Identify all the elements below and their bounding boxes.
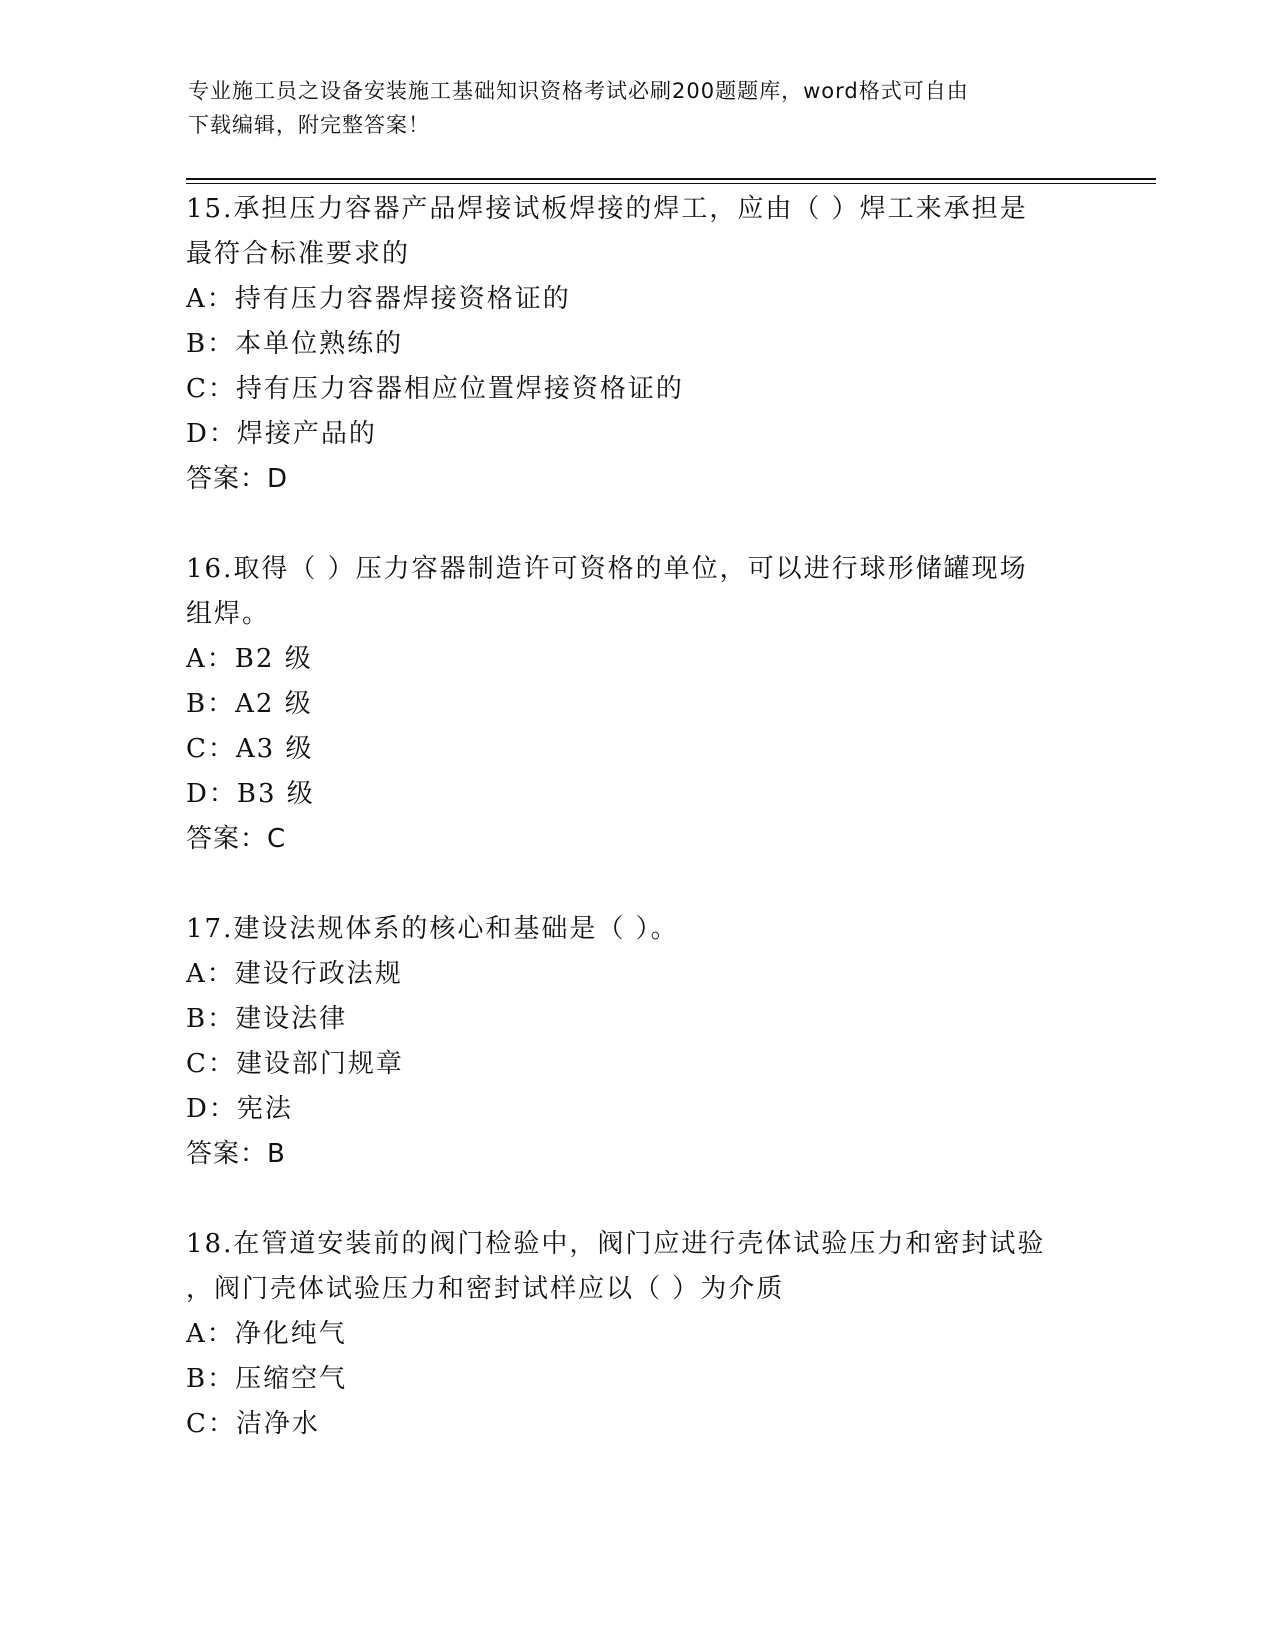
question-16-stem-line-2: 组焊。 (186, 599, 271, 629)
question-15-stem-line-2: 最符合标准要求的 (186, 239, 411, 269)
document-header (188, 74, 1068, 142)
question-16-option-d: D：B3 级 (186, 779, 315, 809)
question-17-option-d: D：宪法 (186, 1094, 293, 1124)
question-15-option-d: D：焊接产品的 (186, 419, 377, 449)
question-15-option-a: A：持有压力容器焊接资格证的 (186, 284, 571, 314)
question-18-option-a: A：净化纯气 (186, 1319, 347, 1349)
question-17-option-c: C：建设部门规章 (186, 1049, 404, 1079)
question-18-option-b: B：压缩空气 (186, 1364, 348, 1394)
question-17-option-b: B：建设法律 (186, 1004, 348, 1034)
question-17-stem-line-1: 17.建设法规体系的核心和基础是（ ）。 (186, 914, 679, 944)
question-16-option-b: B：A2 级 (186, 689, 313, 719)
question-17-answer: 答案：B (186, 1139, 286, 1169)
header-line-1: 专业施工员之设备安装施工基础知识资格考试必刷200题题库，word格式可自由 (188, 79, 969, 103)
question-17-option-a: A：建设行政法规 (186, 959, 403, 989)
question-15-option-c: C：持有压力容器相应位置焊接资格证的 (186, 374, 684, 404)
question-16-answer: 答案：C (186, 824, 287, 854)
question-18-stem-line-1: 18.在管道安装前的阀门检验中，阀门应进行壳体试验压力和密封试验 (186, 1229, 1046, 1259)
header-line-2: 下载编辑，附完整答案！ (188, 113, 430, 137)
question-16-stem-line-1: 16.取得（ ）压力容器制造许可资格的单位，可以进行球形储罐现场 (186, 554, 1028, 584)
question-15-option-b: B：本单位熟练的 (186, 329, 404, 359)
question-15-stem-line-1: 15.承担压力容器产品焊接试板焊接的焊工，应由（ ）焊工来承担是 (186, 194, 1028, 224)
question-16-option-c: C：A3 级 (186, 734, 314, 764)
question-18-stem-line-2: ，阀门壳体试验压力和密封试样应以（ ）为介质 (186, 1274, 785, 1304)
question-18-option-c: C：洁净水 (186, 1409, 320, 1439)
header-divider-thin (186, 183, 1156, 184)
question-15-answer: 答案：D (186, 464, 289, 494)
question-16-option-a: A：B2 级 (186, 644, 313, 674)
header-divider-thick (186, 178, 1156, 180)
